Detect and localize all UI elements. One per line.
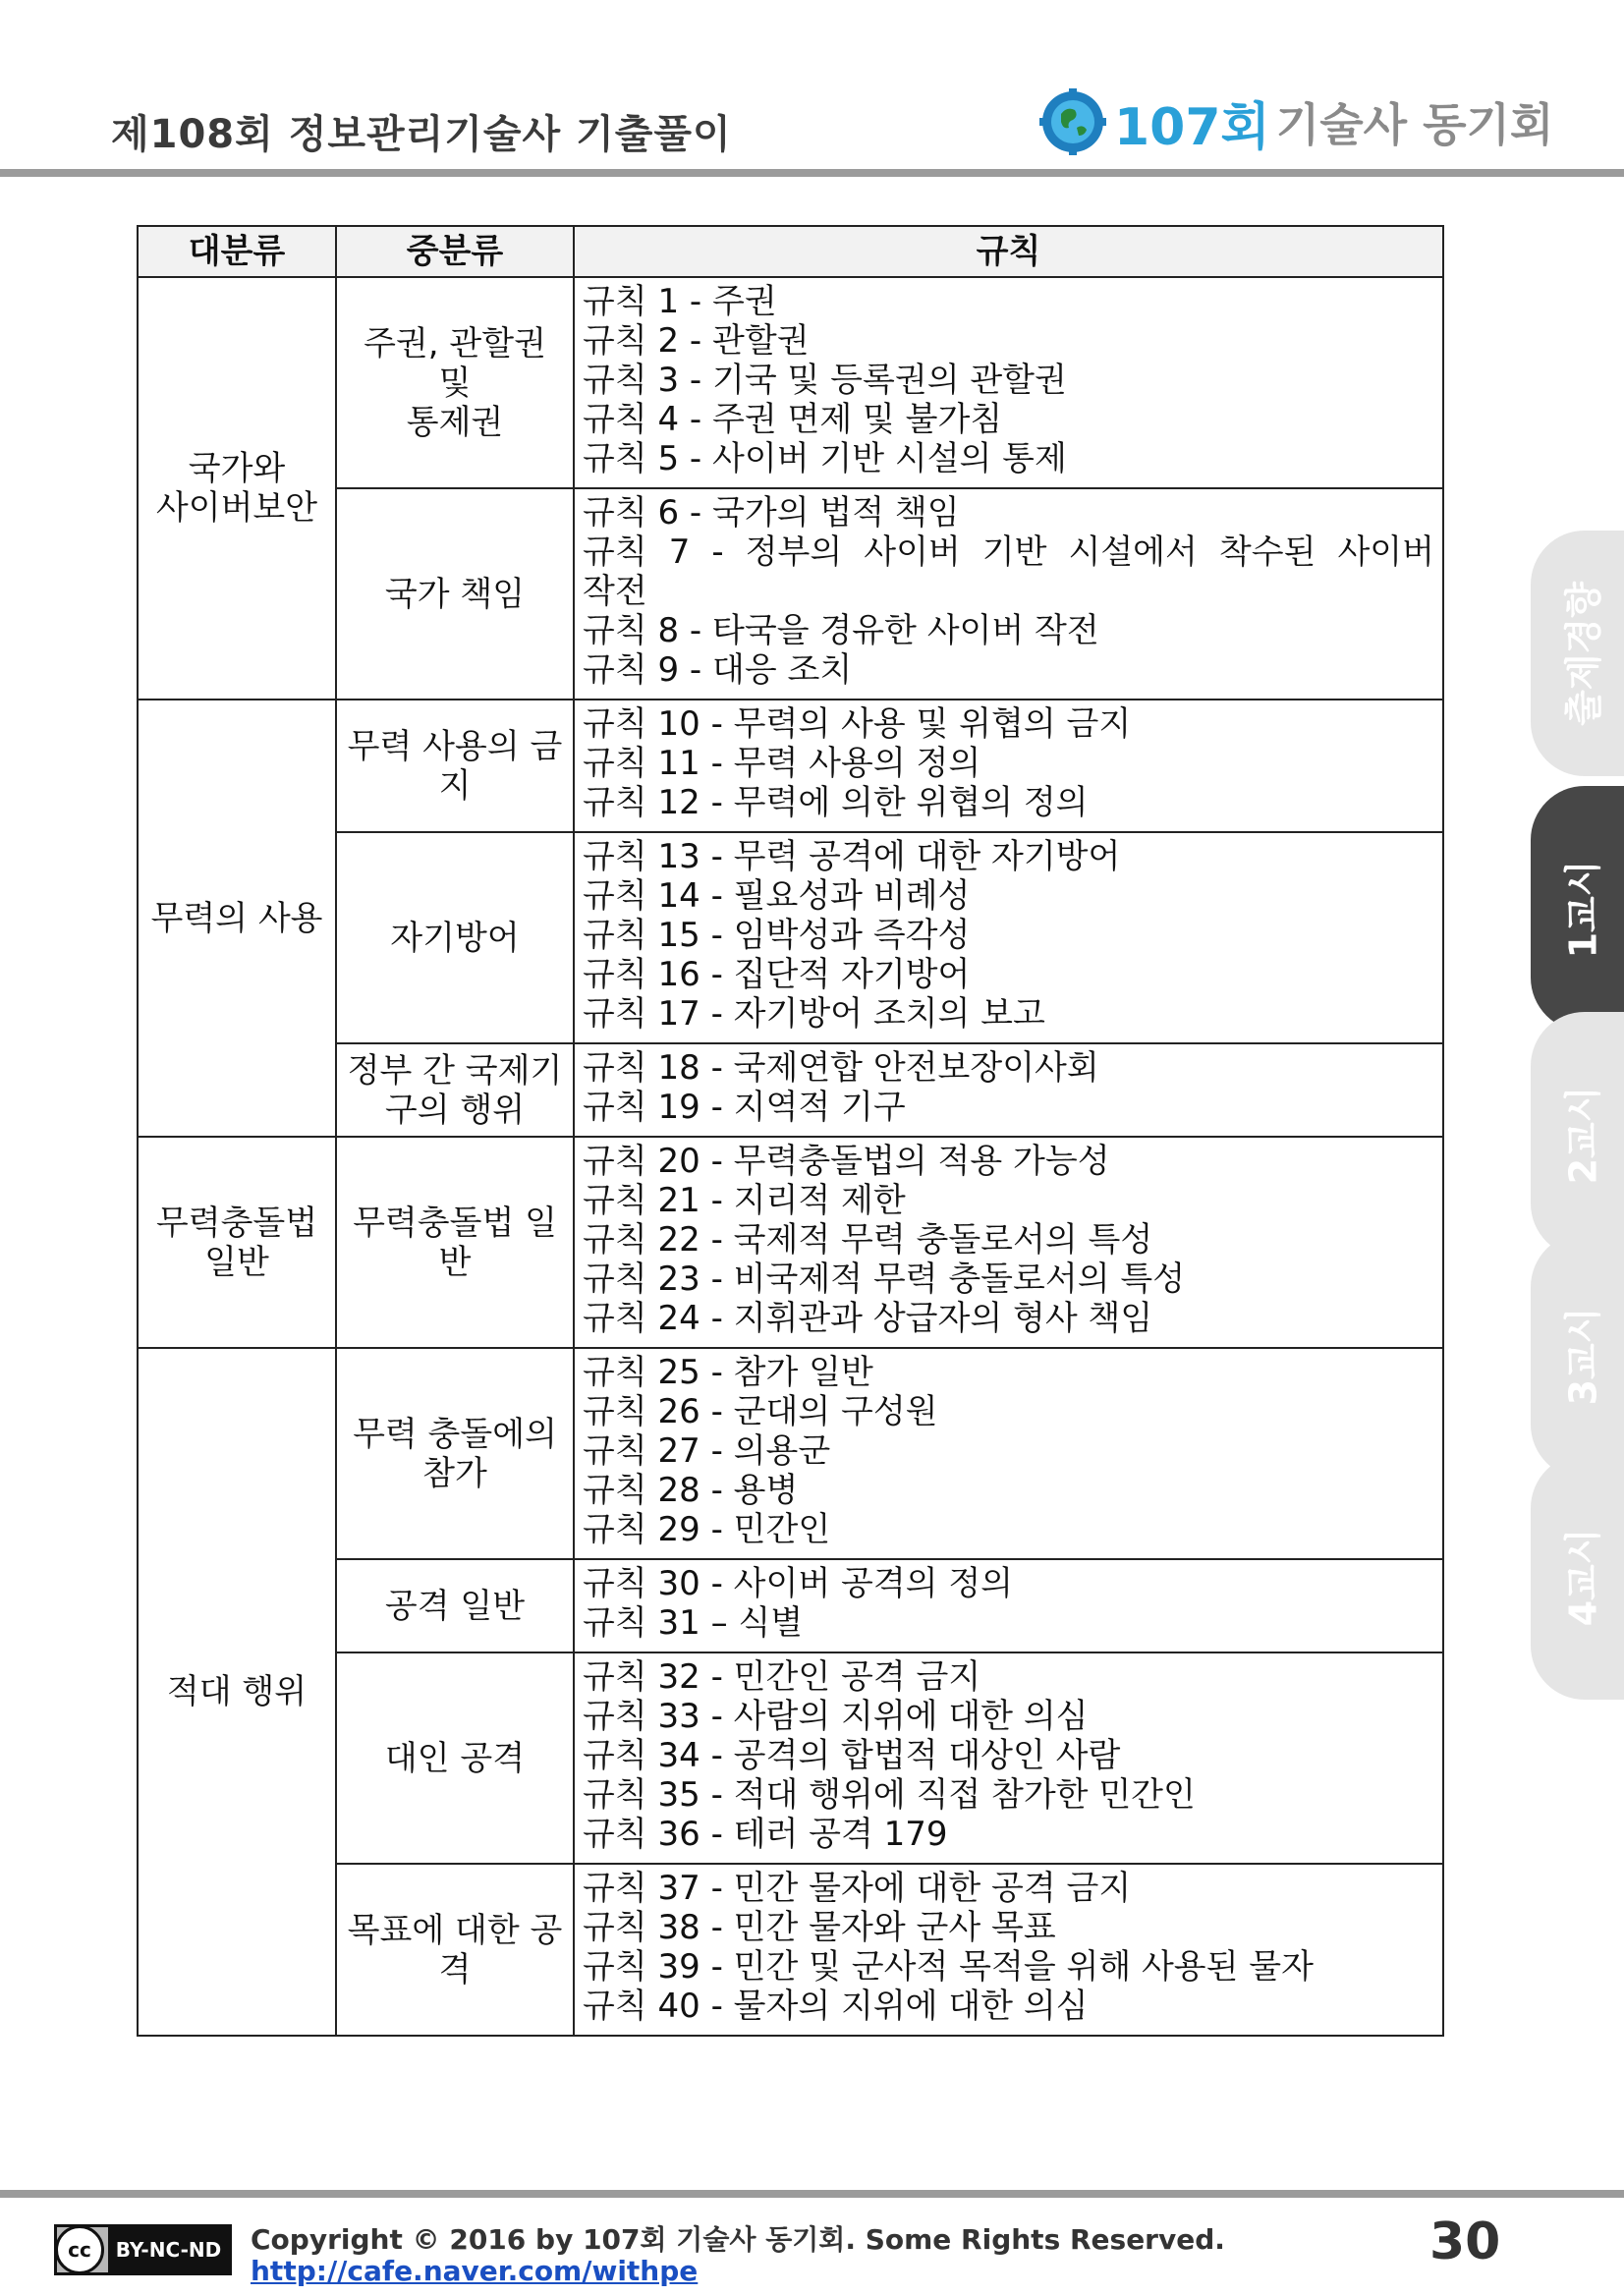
minor-category-cell: 무력 충돌에의 참가 <box>336 1348 574 1559</box>
rule-item: 규칙 23 - 비국제적 무력 충돌로서의 특성 <box>583 1260 1186 1299</box>
major-category-cell: 무력충돌법 일반 <box>138 1137 336 1348</box>
table-row <box>138 1348 1443 1559</box>
major-category-cell: 적대 행위 <box>138 1348 336 2036</box>
table-row <box>138 1137 1443 1348</box>
rules-cell <box>574 832 1443 1043</box>
table-row <box>138 700 1443 832</box>
minor-category-cell: 공격 일반 <box>336 1559 574 1652</box>
copyright-text: Copyright © 2016 by 107회 기술사 동기회. Some Rights Reserved. <box>251 2223 1225 2256</box>
rules-cell <box>574 1652 1443 1864</box>
globe-gear-icon <box>1039 88 1106 155</box>
rule-item: 규칙 34 - 공격의 합법적 대상인 사람 <box>583 1736 1121 1775</box>
rule-item: 규칙 35 - 적대 행위에 직접 참가한 민간인 <box>583 1775 1196 1815</box>
rule-item: 규칙 30 - 사이버 공격의 정의 <box>583 1564 1014 1603</box>
license-badge <box>54 2224 232 2275</box>
rules-table <box>137 225 1455 2037</box>
rule-item: 규칙 28 - 용병 <box>583 1471 799 1510</box>
rules-cell <box>574 1043 1443 1137</box>
rule-item: 규칙 29 - 민간인 <box>583 1510 831 1549</box>
rules-cell <box>574 700 1443 832</box>
license-label: BY-NC-ND <box>108 2227 229 2272</box>
side-tab-period-2[interactable] <box>1531 1012 1624 1258</box>
brand-logo <box>1039 84 1553 159</box>
rule-item: 규칙 25 - 참가 일반 <box>583 1353 873 1392</box>
table-row <box>138 277 1443 488</box>
rule-item: 규칙 1 - 주권 <box>583 282 777 321</box>
rule-item: 규칙 2 - 관할권 <box>583 321 810 361</box>
column-header-rules: 규칙 <box>574 226 1443 277</box>
side-tab-period-3[interactable] <box>1531 1233 1624 1479</box>
rule-item: 규칙 39 - 민간 및 군사적 목적을 위해 사용된 물자 <box>583 1947 1314 1987</box>
rule-item: 규칙 8 - 타국을 경유한 사이버 작전 <box>583 611 1099 650</box>
rule-item: 규칙 26 - 군대의 구성원 <box>583 1392 938 1431</box>
minor-category-cell: 주권, 관할권 및 통제권 <box>336 277 574 488</box>
rule-item: 규칙 36 - 테러 공격 179 <box>583 1815 948 1854</box>
rule-item: 규칙 7 - 정부의 사이버 기반 시설에서 착수된 사이버 작전 <box>583 532 1455 611</box>
rule-item: 규칙 19 - 지역적 기구 <box>583 1088 906 1127</box>
rule-item: 규칙 14 - 필요성과 비례성 <box>583 876 971 916</box>
rule-item: 규칙 6 - 국가의 법적 책임 <box>583 493 960 532</box>
rules-cell <box>574 1864 1443 2036</box>
rules-cell <box>574 1137 1443 1348</box>
rule-item: 규칙 24 - 지휘관과 상급자의 형사 책임 <box>583 1299 1153 1338</box>
rule-item: 규칙 4 - 주권 면제 및 불가침 <box>583 400 1003 439</box>
column-header-minor: 중분류 <box>336 226 574 277</box>
rule-item: 규칙 18 - 국제연합 안전보장이사회 <box>583 1048 1099 1088</box>
rule-item: 규칙 15 - 임박성과 즉각성 <box>583 916 971 955</box>
brand-text: 기술사 동기회 <box>1275 98 1554 151</box>
rules-cell <box>574 1559 1443 1652</box>
minor-category-cell: 정부 간 국제기 구의 행위 <box>336 1043 574 1137</box>
minor-category-cell: 대인 공격 <box>336 1652 574 1864</box>
rule-item: 규칙 17 - 자기방어 조치의 보고 <box>583 994 1045 1034</box>
major-category-cell: 국가와 사이버보안 <box>138 277 336 700</box>
cafe-link[interactable]: http://cafe.naver.com/withpe <box>251 2255 699 2287</box>
side-tab-trends[interactable] <box>1531 531 1624 776</box>
minor-category-cell: 무력충돌법 일 반 <box>336 1137 574 1348</box>
rule-item: 규칙 16 - 집단적 자기방어 <box>583 955 971 994</box>
side-tab-label: 2교시 <box>1561 1086 1605 1184</box>
table-header-row <box>138 226 1443 277</box>
rules-cell <box>574 277 1443 488</box>
side-tab-period-4[interactable] <box>1531 1454 1624 1700</box>
creative-commons-icon: cc <box>55 2225 104 2274</box>
minor-category-cell: 무력 사용의 금 지 <box>336 700 574 832</box>
rule-item: 규칙 37 - 민간 물자에 대한 공격 금지 <box>583 1869 1132 1908</box>
side-tab-period-1[interactable] <box>1531 786 1624 1032</box>
rule-item: 규칙 38 - 민간 물자와 군사 목표 <box>583 1908 1056 1947</box>
side-tab-label: 출제경향 <box>1561 581 1605 726</box>
document-title: 제108회 정보관리기술사 기출풀이 <box>111 112 732 157</box>
minor-category-cell: 국가 책임 <box>336 488 574 700</box>
rule-item: 규칙 22 - 국제적 무력 충돌로서의 특성 <box>583 1220 1153 1260</box>
rules-cell <box>574 1348 1443 1559</box>
header-divider <box>0 169 1624 177</box>
rule-item: 규칙 31 – 식별 <box>583 1603 804 1643</box>
rule-item: 규칙 12 - 무력에 의한 위협의 정의 <box>583 783 1089 822</box>
rule-item: 규칙 27 - 의용군 <box>583 1431 831 1471</box>
rule-item: 규칙 5 - 사이버 기반 시설의 통제 <box>583 439 1067 478</box>
footer-divider <box>0 2190 1624 2198</box>
rule-item: 규칙 3 - 기국 및 등록권의 관할권 <box>583 361 1067 400</box>
rule-item: 규칙 13 - 무력 공격에 대한 자기방어 <box>583 837 1121 876</box>
column-header-major: 대분류 <box>138 226 336 277</box>
rule-item: 규칙 33 - 사람의 지위에 대한 의심 <box>583 1697 1089 1736</box>
side-tab-label: 1교시 <box>1561 860 1605 958</box>
side-tab-label: 3교시 <box>1561 1307 1605 1405</box>
side-tab-label: 4교시 <box>1561 1528 1605 1626</box>
rule-item: 규칙 20 - 무력충돌법의 적용 가능성 <box>583 1142 1110 1181</box>
page-number: 30 <box>1429 2212 1501 2271</box>
minor-category-cell: 목표에 대한 공 격 <box>336 1864 574 2036</box>
rule-item: 규칙 21 - 지리적 제한 <box>583 1181 906 1220</box>
rule-item: 규칙 40 - 물자의 지위에 대한 의심 <box>583 1987 1089 2026</box>
rule-item: 규칙 10 - 무력의 사용 및 위협의 금지 <box>583 704 1132 744</box>
major-category-cell: 무력의 사용 <box>138 700 336 1137</box>
rule-item: 규칙 9 - 대응 조치 <box>583 650 853 690</box>
brand-number: 107회 <box>1114 97 1270 157</box>
rule-item: 규칙 11 - 무력 사용의 정의 <box>583 744 981 783</box>
minor-category-cell: 자기방어 <box>336 832 574 1043</box>
rule-item: 규칙 32 - 민간인 공격 금지 <box>583 1657 981 1697</box>
rules-cell <box>574 488 1455 700</box>
